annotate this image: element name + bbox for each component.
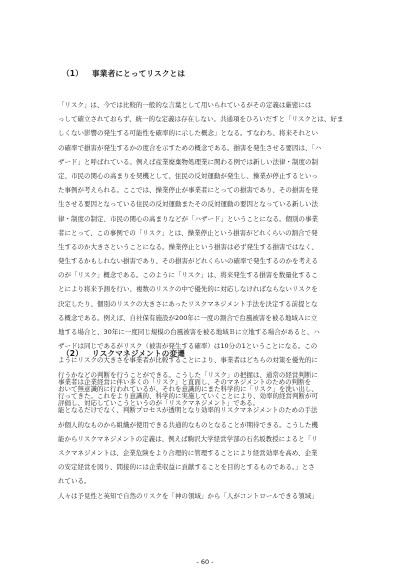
text-line: 律・制度の制定、市民の関心の高まりなどが「ハザード」ということになる。個別の事業 xyxy=(58,214,318,223)
text-line: た事例が考えられる。ここでは、操業停止が事業者にとっての損害であり、その損害を発 xyxy=(58,186,318,195)
section-2-title: リスクマネジメントの変遷 xyxy=(92,349,186,358)
section-2-heading xyxy=(62,348,185,359)
text-line: ようにリスクの大きさを事業者が比較することにより、事業者はどちらの対策を優先的に xyxy=(58,356,318,365)
text-line: とにより将来予測を行い、複数のリスクの中で優先的に対応しなければならないリスクを xyxy=(58,285,318,294)
text-line: れている。 xyxy=(58,477,91,486)
text-line: る概念である。例えば、自社保有施設が200年に一度の割合で台風被害を被る地域Ａに立 xyxy=(58,313,318,322)
section-1-body xyxy=(58,98,358,410)
section-2-body xyxy=(58,375,358,503)
text-line: 定、市民の関心の高まりを契機として、住民の反対運動が発生し、操業が停止するといっ xyxy=(58,171,318,180)
text-line: 行うかなどの判断を行うことができる。こうした「リスク」の把握は、通常の経営判断に xyxy=(58,370,318,379)
section-1-title: 事業者にとってリスクとは xyxy=(92,69,186,78)
page-number: - 60 - xyxy=(196,558,214,566)
text-line: が個人的なものから組織が使用できる共通的なものとなることが期待できる。こうした機 xyxy=(58,420,318,429)
text-line: 発生するかもしれない損害であり、その損害がどれくらいの確率で発生するのかを考える xyxy=(58,257,318,266)
text-line: 能となるだけでなく、判断プロセスが透明となり効率的リスクマネジメントのための手法 xyxy=(58,406,318,415)
text-line: 能からリスクマネジメントの定義は、例えば駒沢大学経営学部の石名坂教授によると「リ xyxy=(58,434,318,443)
text-line: の安定経営を図り、間接的には企業収益に貢献することを目的とするものである。」とさ xyxy=(58,463,315,472)
text-line: 人々は予見性と英知で自然のリスクを「神の領域」から「人がコントロールできる領域」 xyxy=(58,491,318,500)
text-line: おいて無意識的に行われているが、それを意識的にまた科学的に「リスク」を洗い出し、 xyxy=(58,384,318,393)
text-line: スクマネジメントは、企業危険をより合理的に管理することにより経営効率を高め、企業 xyxy=(58,448,318,457)
text-line: 「リスク」は、今では比較的一般的な言葉として用いられているがその定義は厳密には xyxy=(58,101,312,109)
text-line: 評価し、対応していこうというのが「リスクマネジメント」である。 xyxy=(58,398,260,407)
text-line: しくない影響の発生する可能性を確率的に示した概念」となる。すなわち、将来それとい xyxy=(58,129,318,138)
text-line: 地する場合と、30年に一度同じ規模の台風被害を被る地域Ｂに立地する場合があると、ハ xyxy=(58,328,320,336)
text-line: ザードは同じであるがリスク（被害が発生する確率）は10分の1ということになる。この xyxy=(58,342,318,351)
text-line: 者にとって、この事例での「リスク」とは、操業停止という損害がどれくらいの割合で発 xyxy=(58,228,318,237)
section-1-heading xyxy=(62,68,185,79)
text-line: 決定したり、個別のリスクの大きさにあったリスクマネジメント手法を決定する前提とな xyxy=(58,299,318,308)
text-line: っして確立されておらず、統一的な定義は存在しない。共通項をひろいだすと「リスクとは、好ま xyxy=(58,115,344,124)
section-1-number: （1） xyxy=(62,69,84,78)
text-line: 生するのか大きさということになる。操業停止という損害は必ず発生する損害ではなく、 xyxy=(58,242,318,251)
text-line: 生させる要因となっている住民の反対運動またその反対運動の要因となっている新しい法 xyxy=(58,200,318,209)
text-line: の確率で損害が発生するかの度合を示すための概念である。損害を発生させる要因は、「ハ xyxy=(58,143,322,152)
text-line: 行ってきた。これをより意識的、科学的に実施していくことにより、効率的経営判断が可 xyxy=(58,392,318,401)
text-line: ザード」と呼ばれている。例えば産業廃棄物処理業に関わる例では新しい法律・制度の制 xyxy=(58,157,318,166)
text-line: のが「リスク」概念である。このように「リスク」は、将来発生する損害を数量化するこ xyxy=(58,271,318,280)
section-2-number: （2） xyxy=(62,349,84,358)
text-line: 事業者は企業経営に伴い多くの「リスク」と直面し、そのマネジメントのための判断を xyxy=(58,378,312,386)
